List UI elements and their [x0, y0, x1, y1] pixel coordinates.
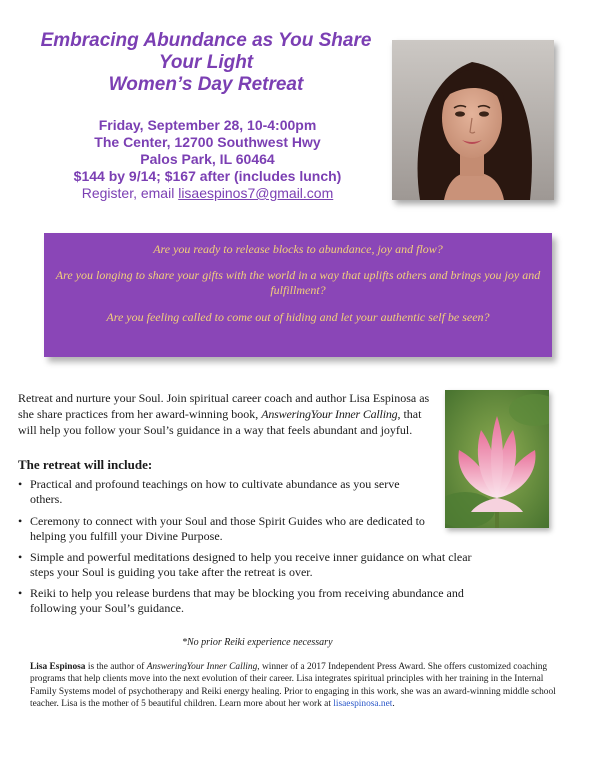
list-item-text: Reiki to help you release burdens that may be blocking you from receiving abundance and following your Soul’s guidance. — [30, 586, 464, 615]
list-item-text: Ceremony to connect with your Soul and those Spirit Guides who are dedicated to helping you fulfill your Divine Purpose. — [30, 514, 425, 543]
intro-text-after: , that will help you follow your Soul’s guidance in a way that feels abundant and joyful. — [18, 407, 422, 437]
event-date: Friday, September 28, 10-4:00pm — [98, 117, 317, 133]
reiki-note: *No prior Reiki experience necessary — [182, 637, 333, 648]
bio-part-1: is the author of — [85, 662, 147, 672]
bio-name: Lisa Espinosa — [30, 662, 86, 672]
bullet-icon: • — [18, 586, 23, 600]
portrait-image — [392, 40, 554, 200]
list-item-text: Simple and powerful meditations designed to help you receive inner guidance on what clear steps your Soul is guiding you take after the retreat is over. — [30, 550, 472, 579]
event-city: Palos Park, IL 60464 — [140, 151, 275, 167]
question-2: Are you longing to share your gifts with the world in a way that uplifts others and brings you joy and fulfillment? — [55, 268, 541, 297]
event-price: $144 by 9/14; $167 after (includes lunch) — [73, 168, 342, 184]
question-1: Are you ready to release blocks to abundance, joy and flow? — [153, 242, 443, 256]
event-venue: The Center, 12700 Southwest Hwy — [94, 134, 321, 150]
questions-banner — [44, 233, 552, 357]
intro-paragraph — [18, 390, 430, 438]
event-details — [50, 117, 365, 202]
intro-book-title: AnsweringYour Inner Calling — [261, 407, 398, 421]
bio-part-2: , winner of a 2017 Independent Press Award. She offers customized coaching programs that help clients move into the next evolution of their career. Lisa integrates spiritual principles with her training in the Internal Family Systems model of psychotherapy and Reiki energy healing. Prior to engaging in this work, she was an award-winning middle school teacher. Lisa is the mother of 5 beautiful children. Learn more about her work at — [30, 662, 556, 709]
intro-text-before: Retreat and nurture your Soul. Join spiritual career coach and author Lisa Espinosa as she share practices from her award-winning book, — [18, 391, 430, 421]
list-item-text: Practical and profound teachings on how to cultivate abundance as you serve others. — [30, 477, 400, 506]
bullet-icon: • — [18, 514, 23, 528]
portrait-photo — [392, 40, 554, 200]
bullet-icon: • — [18, 477, 23, 491]
question-3: Are you feeling called to come out of hiding and let your authentic self be seen? — [106, 310, 490, 324]
title-line-2: Your Light — [158, 52, 254, 73]
bio-book-title: AnsweringYour Inner Calling — [146, 662, 258, 672]
register-prefix: Register, email — [81, 185, 179, 201]
lotus-image — [445, 390, 549, 528]
retreat-title — [20, 30, 392, 96]
register-line — [50, 185, 365, 202]
includes-heading: The retreat will include: — [18, 457, 153, 472]
author-bio — [30, 661, 570, 710]
lotus-photo — [445, 390, 549, 528]
title-line-3: Women’s Day Retreat — [108, 74, 304, 95]
email-link[interactable]: lisaespinos7@gmail.com — [178, 185, 334, 201]
bio-end: . — [392, 698, 395, 709]
title-line-1: Embracing Abundance as You Share — [40, 30, 372, 51]
website-link[interactable]: lisaespinosa.net — [333, 698, 393, 709]
bullet-icon: • — [18, 550, 23, 564]
